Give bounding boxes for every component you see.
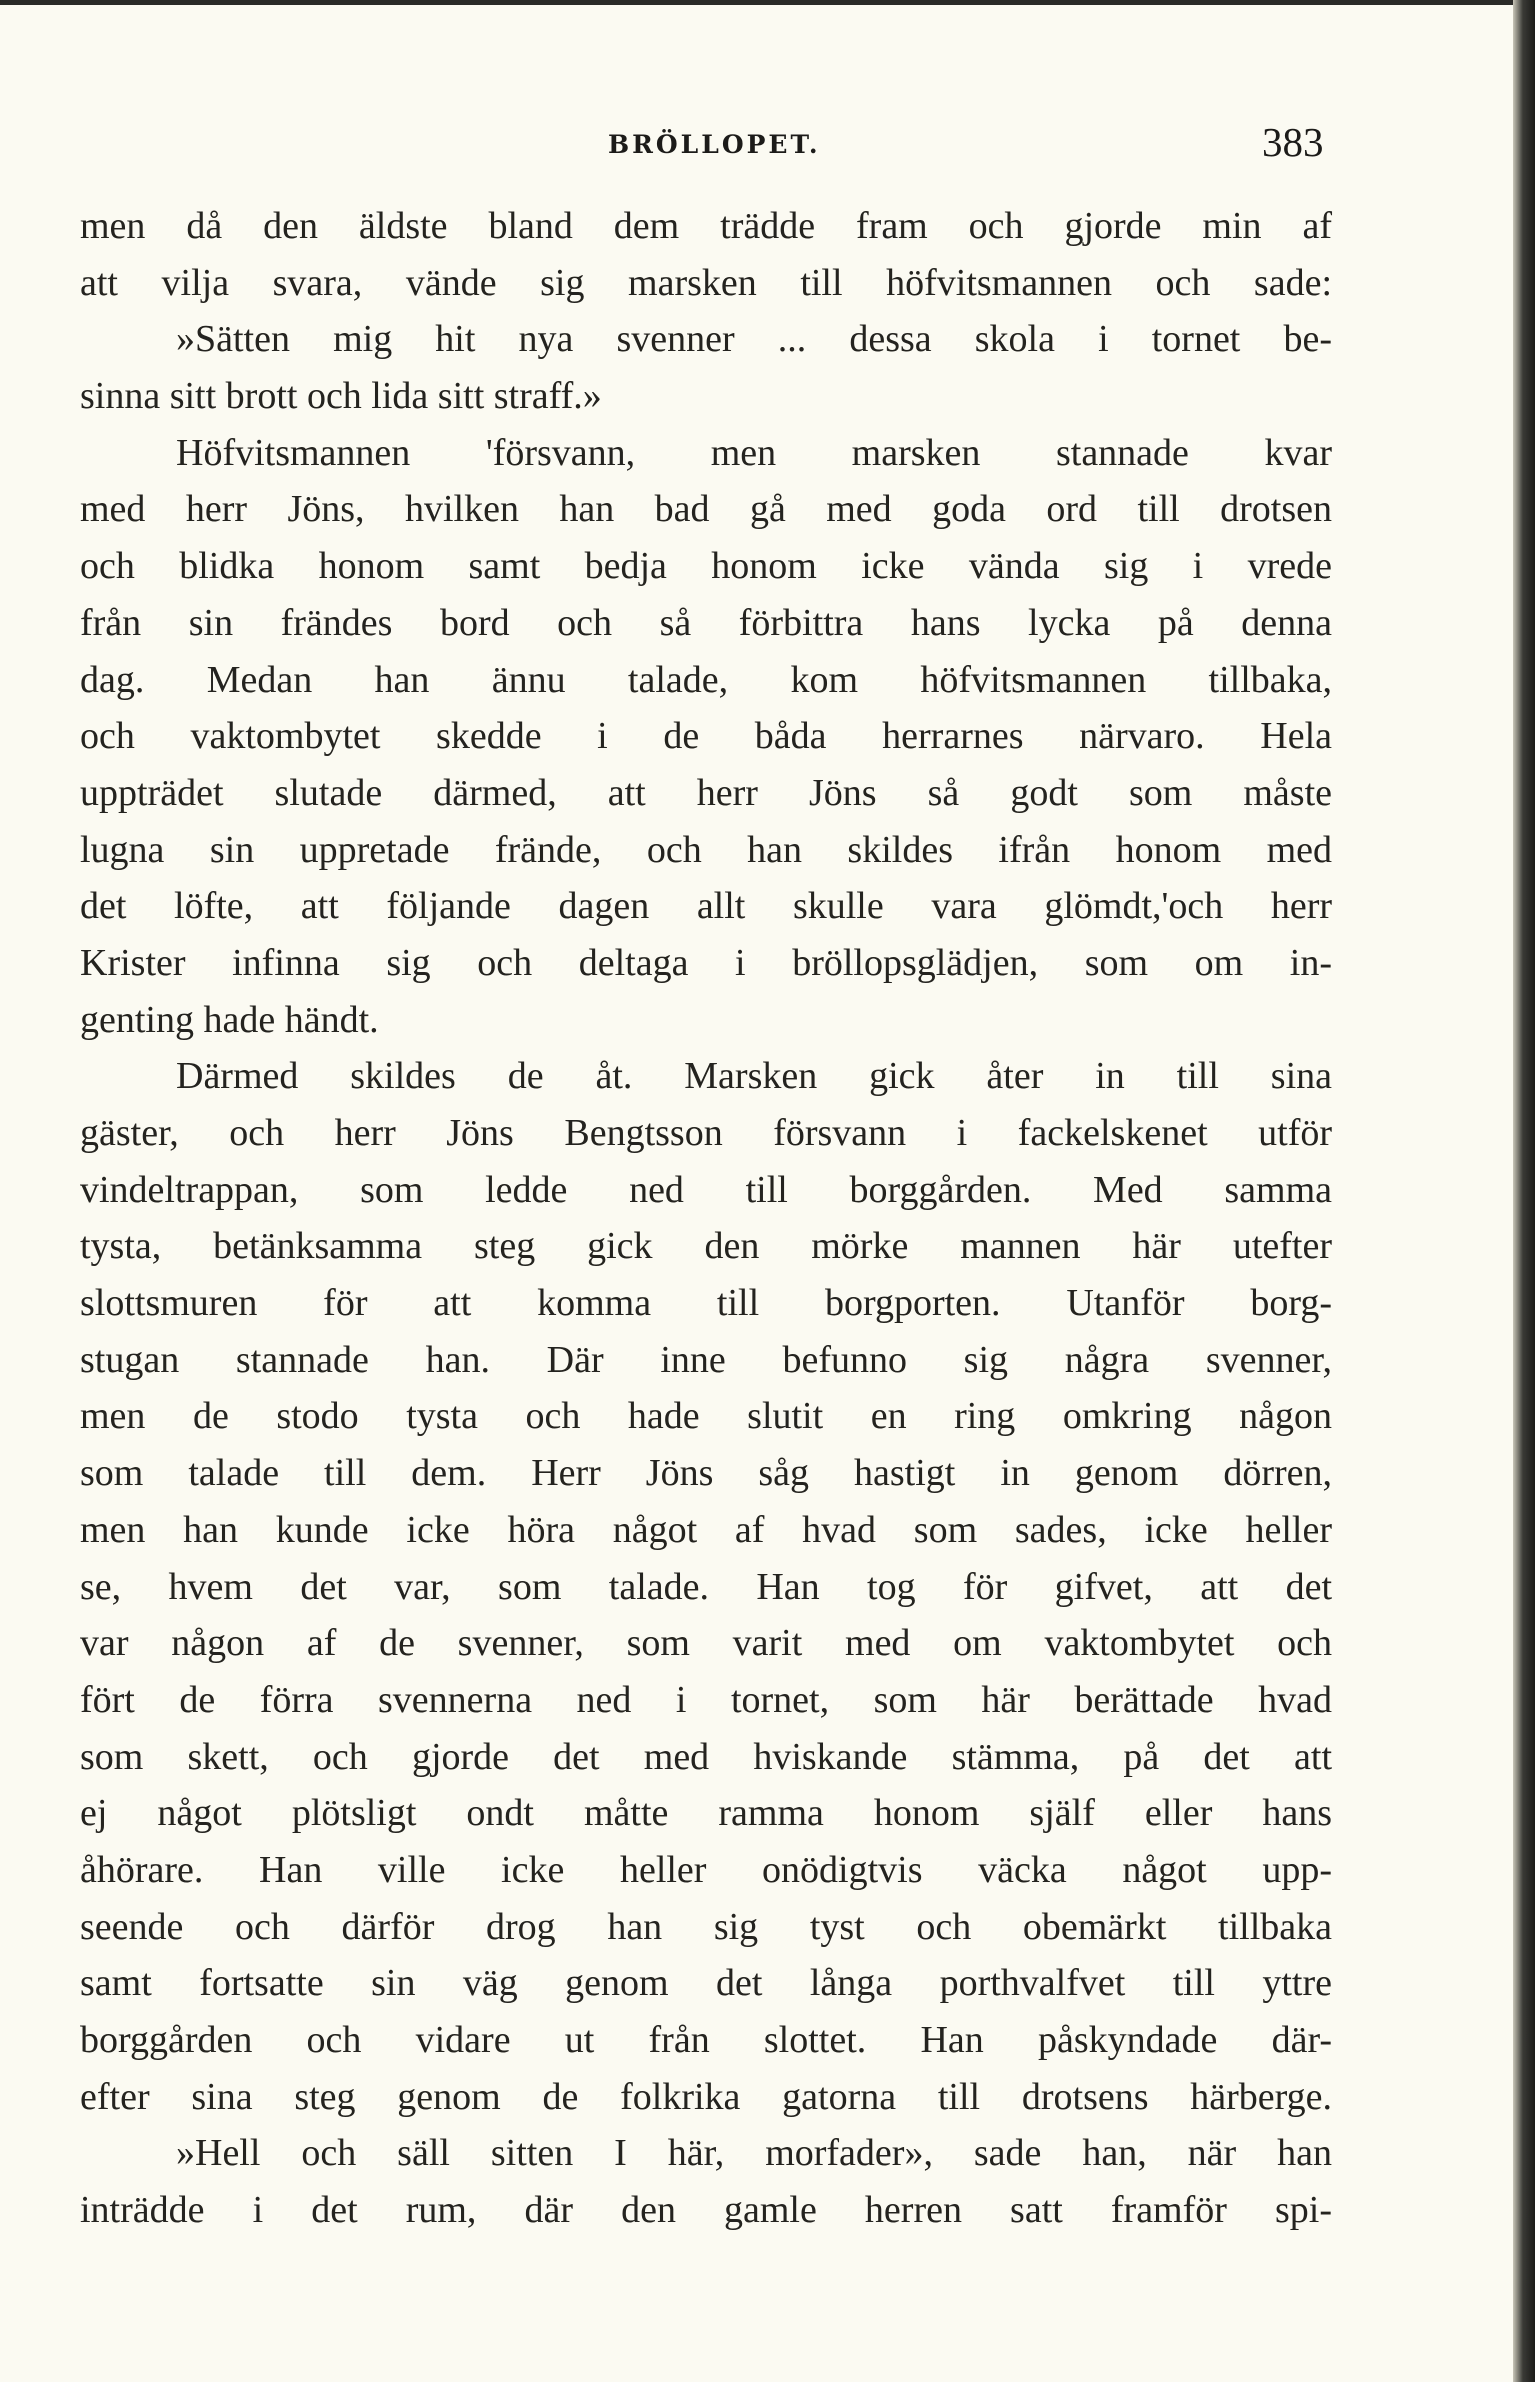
text-line: från sin frändes bord och så förbittra hans lycka på denna — [80, 601, 1332, 644]
text-line: stugan stannade han. Där inne befunno sig några svenner, — [80, 1338, 1332, 1381]
text-line: som skett, och gjorde det med hviskande stämma, på det att — [80, 1735, 1332, 1778]
chapter-title: BRÖLLOPET. — [608, 130, 821, 159]
text-line: borggården och vidare ut från slottet. Han påskyndade där- — [80, 2019, 1332, 2061]
text-line: »Sätten mig hit nya svenner ... dessa skola i tornet be- — [176, 318, 1332, 361]
text-line: slottsmuren för att komma till borgporten. Utanför borg- — [80, 1282, 1332, 1325]
text-line: Därmed skildes de åt. Marsken gick åter in till sina — [176, 1055, 1332, 1098]
text-line: gäster, och herr Jöns Bengtsson försvann i fackelskenet utför — [80, 1112, 1332, 1154]
text-line: uppträdet slutade därmed, att herr Jöns så godt som måste — [80, 771, 1332, 814]
text-line: fört de förra svennerna ned i tornet, som här berättade hvad — [80, 1678, 1332, 1721]
text-line: att vilja svara, vände sig marsken till höfvitsmannen och sade: — [80, 261, 1332, 304]
text-line: inträdde i det rum, där den gamle herren satt framför spi- — [80, 2189, 1332, 2232]
page-number: 383 — [1262, 119, 1324, 165]
text-line: genting hade händt. — [80, 998, 379, 1041]
text-line: som talade till dem. Herr Jöns såg hastigt in genom dörren, — [80, 1452, 1332, 1495]
text-line: men de stodo tysta och hade slutit en ring omkring någon — [80, 1395, 1332, 1438]
text-line: ej något plötsligt ondt måtte ramma honom själf eller hans — [80, 1792, 1332, 1835]
text-line: dag. Medan han ännu talade, kom höfvitsmannen tillbaka, — [80, 658, 1332, 701]
text-line: åhörare. Han ville icke heller onödigtvis väcka något upp- — [80, 1848, 1332, 1891]
page-top-edge — [0, 0, 1535, 5]
text-line: Höfvitsmannen 'försvann, men marsken stannade kvar — [176, 431, 1332, 474]
body-text — [80, 198, 1332, 2239]
text-line: lugna sin uppretade frände, och han skildes ifrån honom med — [80, 828, 1332, 871]
text-line: »Hell och säll sitten I här, morfader», sade han, när han — [176, 2132, 1332, 2175]
text-line: tysta, betänksamma steg gick den mörke mannen här utefter — [80, 1225, 1332, 1268]
page-right-edge — [1513, 0, 1535, 2382]
text-line: men då den äldste bland dem trädde fram och gjorde min af — [80, 205, 1332, 247]
text-line: var någon af de svenner, som varit med om vaktombytet och — [80, 1622, 1332, 1665]
text-line: sinna sitt brott och lida sitt straff.» — [80, 375, 602, 418]
running-head — [0, 118, 1535, 178]
text-line: samt fortsatte sin väg genom det långa porthvalfvet till yttre — [80, 1962, 1332, 2005]
text-line: se, hvem det var, som talade. Han tog för gifvet, att det — [80, 1565, 1332, 1608]
text-line: seende och därför drog han sig tyst och obemärkt tillbaka — [80, 1905, 1332, 1948]
text-line: med herr Jöns, hvilken han bad gå med goda ord till drotsen — [80, 488, 1332, 531]
text-line: vindeltrappan, som ledde ned till borggården. Med samma — [80, 1168, 1332, 1211]
text-line: det löfte, att följande dagen allt skulle vara glömdt,'och herr — [80, 885, 1332, 928]
text-line: efter sina steg genom de folkrika gatorna till drotsens härberge. — [80, 2075, 1332, 2118]
text-line: Krister infinna sig och deltaga i bröllopsglädjen, som om in- — [80, 941, 1332, 984]
text-line: men han kunde icke höra något af hvad som sades, icke heller — [80, 1508, 1332, 1551]
text-line: och vaktombytet skedde i de båda herrarnes närvaro. Hela — [80, 715, 1332, 758]
text-line: och blidka honom samt bedja honom icke vända sig i vrede — [80, 545, 1332, 588]
